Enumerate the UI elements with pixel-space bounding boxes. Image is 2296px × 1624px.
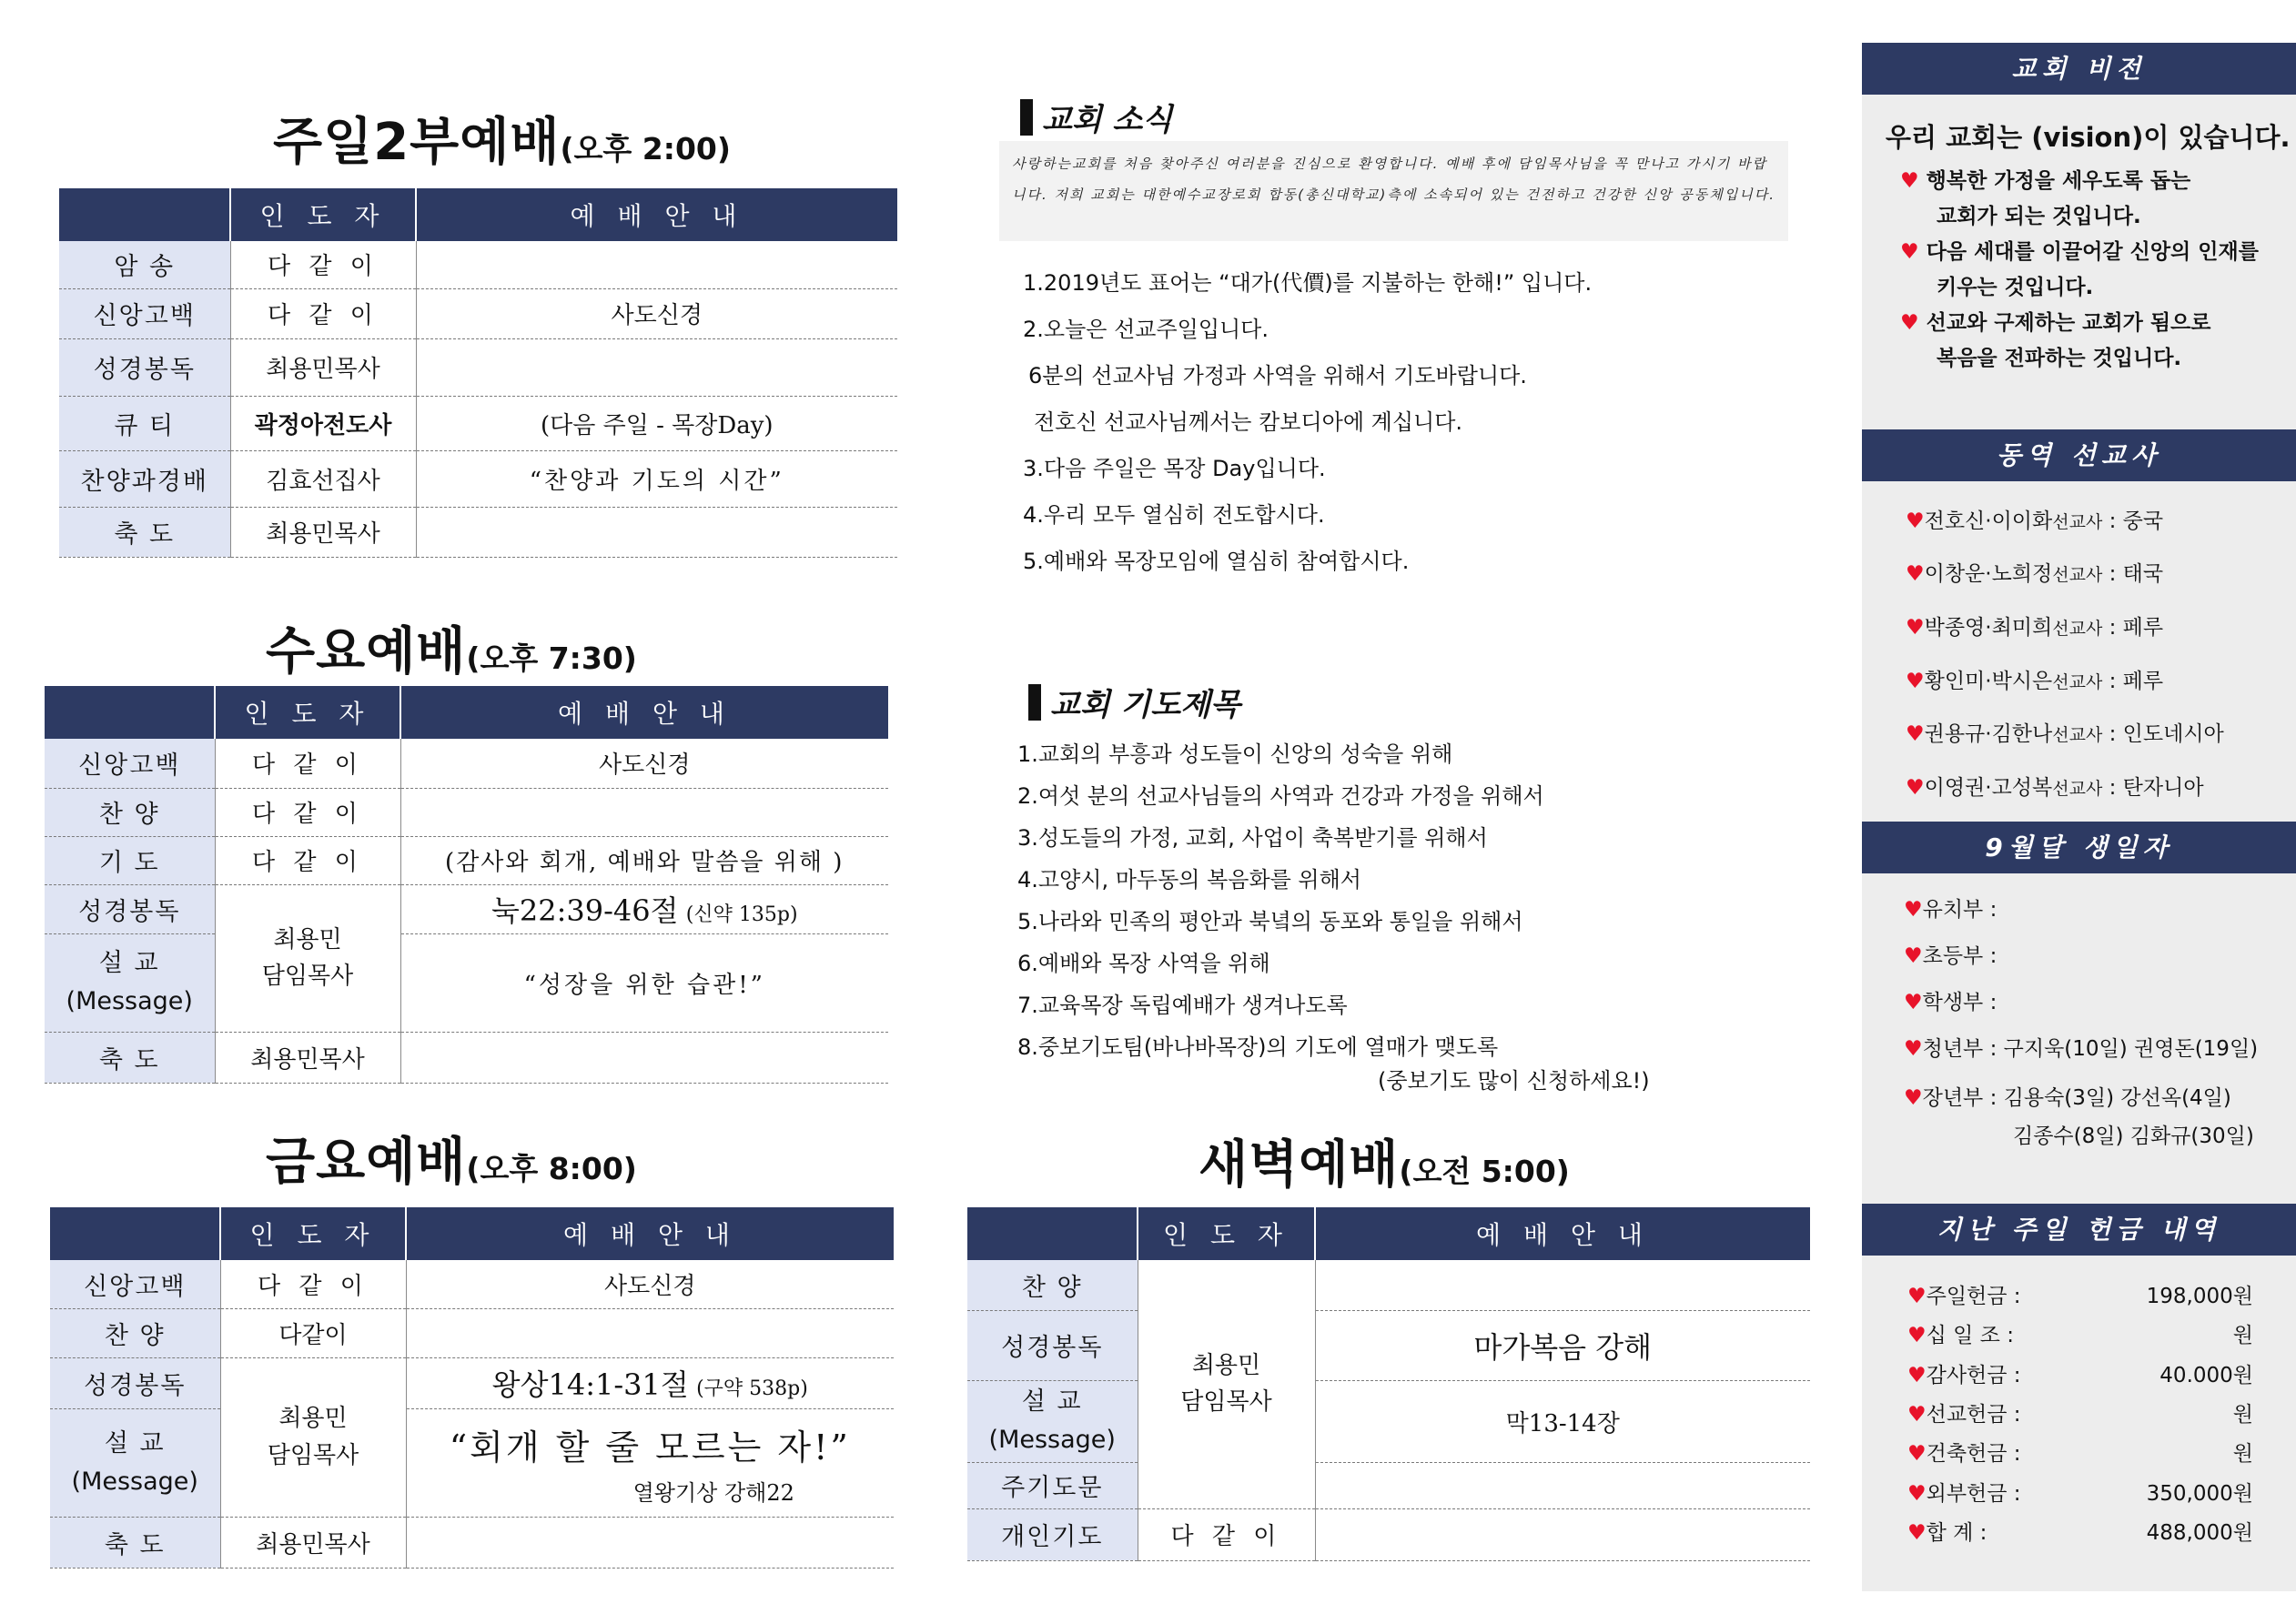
heart-icon: ♥: [1900, 169, 1919, 193]
vision-item: ♥ 다음 세대를 이끌어갈 신앙의 인재를: [1900, 240, 2259, 264]
sermon-label-en: (Message): [66, 987, 193, 1015]
missionary-item: ♥이창운·노희정선교사 : 태국: [1906, 562, 2164, 586]
birthday-item-cont: 김종수(8일) 김화규(30일): [2013, 1125, 2254, 1148]
offering-item: ♥선교헌금 : 원: [1907, 1403, 2253, 1427]
table-row-info: [416, 507, 897, 557]
table-row-leader: 최용민목사: [215, 1032, 400, 1083]
table-row-label: 개인기도: [967, 1508, 1138, 1560]
birthday-item: ♥학생부 :: [1904, 991, 1998, 1014]
table-row-leader: 다 같 이: [215, 836, 400, 884]
table-row-info: [416, 338, 897, 396]
table-row-label: 축 도: [50, 1517, 220, 1568]
table-row-leader: 다 같 이: [230, 241, 416, 288]
dawn-title-text: 새벽예배: [1199, 1135, 1400, 1195]
table-row-info: [1315, 1260, 1810, 1310]
missionary-item: ♥황인미·박시은선교사 : 페루: [1906, 670, 2164, 693]
table-row-label: 성경봉독: [45, 884, 215, 933]
heart-icon: ♥: [1906, 562, 1925, 586]
scripture-page: (구약 538p): [696, 1377, 808, 1400]
list-item: 4.고양시, 마두동의 복음화를 위해서: [1017, 867, 1361, 893]
table-row-leader: 다 같 이: [215, 739, 400, 788]
friday-table: [50, 1207, 894, 1569]
missionary-item: ♥권용규·김한나선교사 : 인도네시아: [1906, 722, 2224, 746]
missionary-item: ♥이영권·고성복선교사 : 탄자니아: [1906, 776, 2204, 800]
table-row-leader: 최용민목사: [230, 507, 416, 557]
birthday-item: ♥유치부 :: [1904, 898, 1998, 922]
scripture-ref: 눅22:39-46절: [491, 893, 679, 928]
wednesday-table: [45, 686, 888, 1084]
wednesday-header-leader: 인 도 자: [215, 686, 400, 739]
list-item: 2.여섯 분의 선교사님들의 사역과 건강과 가정을 위해서: [1017, 783, 1544, 809]
vision-item: ♥ 행복한 가정을 세우도록 돕는: [1900, 169, 2191, 193]
table-row-label: 암 송: [59, 241, 230, 288]
heart-icon: ♥: [1907, 1324, 1927, 1347]
prayer-note: [1378, 1063, 1650, 1094]
heart-icon: ♥: [1906, 776, 1925, 800]
prayer-header-text: 교회 기도제목: [1050, 687, 1240, 723]
offering-item: ♥합 계 : 488,000원: [1907, 1521, 2253, 1545]
list-item: 3.성도들의 가정, 교회, 사업이 축복받기를 위해서: [1017, 825, 1488, 851]
table-row-label: 축 도: [59, 507, 230, 557]
heart-icon: ♥: [1906, 616, 1925, 640]
dawn-header-blank: [967, 1207, 1138, 1260]
table-row-info: (감사와 회개, 예배와 말씀을 위해 ): [400, 836, 888, 884]
sermon-label: 설 교: [104, 1428, 166, 1458]
table-row-label: 성경봉독: [59, 338, 230, 396]
news-list: [1023, 260, 1592, 585]
preacher-name: 최용민: [1191, 1351, 1261, 1379]
birthday-item: ♥청년부 : 구지욱(10일) 권영돈(19일): [1904, 1037, 2259, 1061]
friday-header-blank: [50, 1207, 220, 1260]
sermon-label: 설 교: [98, 949, 160, 978]
missionaries-header: 동역 선교사: [1862, 429, 2296, 481]
welcome-notice: [999, 141, 1788, 241]
sermon-series: 열왕기상 강해22: [632, 1479, 794, 1506]
friday-time: (오후 8:00): [466, 1151, 637, 1186]
table-row-label: 기 도: [45, 836, 215, 884]
list-item: 5.나라와 민족의 평안과 북녘의 동포와 통일을 위해서: [1017, 909, 1523, 934]
heart-icon: ♥: [1907, 1285, 1927, 1308]
sermon-label-en: (Message): [988, 1426, 1116, 1454]
table-row-label: 축 도: [45, 1032, 215, 1083]
scripture-page: (신약 135p): [685, 903, 798, 926]
table-row-label: [45, 933, 215, 1032]
table-row-label: 찬 양: [50, 1308, 220, 1357]
list-item: 1.교회의 부흥과 성도들이 신앙의 성숙을 위해: [1017, 741, 1453, 767]
dawn-time: (오전 5:00): [1399, 1154, 1570, 1189]
heart-icon: ♥: [1907, 1403, 1927, 1427]
table-row-info: [406, 1357, 894, 1408]
sunday2-table: [59, 188, 897, 558]
list-item: 전호신 선교사님께서는 캄보디아에 계십니다.: [1034, 409, 1463, 435]
table-row-info: [400, 1032, 888, 1083]
vision-header: 교회 비전: [1862, 43, 2296, 95]
dawn-header-info: 예 배 안 내: [1315, 1207, 1810, 1260]
wednesday-title: [266, 611, 637, 684]
table-row-info: [1315, 1462, 1810, 1508]
offering-item: ♥십 일 조 : 원: [1907, 1324, 2253, 1347]
wednesday-title-text: 수요예배: [266, 622, 467, 681]
prayer-note-text: (중보기도 많이 신청하세요!): [1378, 1068, 1650, 1094]
table-row-leader: 최용민목사: [230, 338, 416, 396]
list-item: 1.2019년도 표어는 “대가(代價)를 지불하는 한해!” 입니다.: [1023, 270, 1593, 296]
table-row-info: [406, 1517, 894, 1568]
heart-icon: ♥: [1904, 898, 1923, 922]
sunday2-title: [273, 102, 731, 175]
heart-icon: ♥: [1904, 991, 1923, 1014]
friday-title-text: 금요예배: [266, 1133, 467, 1192]
preacher-cell: [220, 1357, 406, 1517]
header-bar-icon: [1028, 684, 1041, 721]
heart-icon: ♥: [1904, 944, 1923, 968]
table-row-leader: 다 같 이: [215, 788, 400, 836]
table-row-leader: 다 같 이: [220, 1260, 406, 1308]
vision-item-cont: 교회가 되는 것입니다.: [1937, 205, 2141, 228]
table-row-info: “찬양과 기도의 시간”: [416, 450, 897, 507]
sidebar: [1862, 43, 2296, 1591]
list-item: 4.우리 모두 열심히 전도합시다.: [1023, 502, 1325, 528]
table-row-leader: 곽정아전도사: [230, 396, 416, 450]
header-bar-icon: [1020, 99, 1033, 136]
sermon-label: 설 교: [1021, 1387, 1083, 1417]
list-item: 5.예배와 목장모임에 열심히 참여합시다.: [1023, 549, 1410, 574]
wednesday-time: (오후 7:30): [466, 641, 637, 676]
sunday2-time: (오후 2:00): [560, 131, 731, 166]
preacher-cell: [1138, 1260, 1315, 1508]
vision-item-cont: 키우는 것입니다.: [1937, 276, 2094, 299]
dawn-title: [1199, 1125, 1570, 1197]
sermon-title: “성장을 위한 습관!”: [400, 933, 888, 1032]
prayer-header: [1028, 680, 1240, 724]
heart-icon: ♥: [1904, 1037, 1923, 1061]
prayer-list: [1017, 733, 1544, 1068]
table-row-label: 주기도문: [967, 1462, 1138, 1508]
table-row-leader: 최용민목사: [220, 1517, 406, 1568]
heart-icon: ♥: [1907, 1364, 1927, 1387]
preacher-title: 담임목사: [1180, 1388, 1272, 1417]
table-row-label: 찬양과경배: [59, 450, 230, 507]
offering-item: ♥외부헌금 : 350,000원: [1907, 1482, 2253, 1506]
heart-icon: ♥: [1907, 1482, 1927, 1506]
preacher-title: 담임목사: [267, 1441, 359, 1469]
scripture-ref: 왕상14:1-31절: [491, 1367, 689, 1402]
table-row-label: [50, 1408, 220, 1517]
table-row-label: 성경봉독: [50, 1357, 220, 1408]
wednesday-header-info: 예 배 안 내: [400, 686, 888, 739]
table-row-info: [400, 884, 888, 933]
vision-item: ♥ 선교와 구제하는 교회가 됨으로: [1900, 311, 2211, 335]
table-row-info: (다음 주일 - 목장Day): [416, 396, 897, 450]
series-title: 마가복음 강해: [1315, 1310, 1810, 1380]
table-row-leader: 김효선집사: [230, 450, 416, 507]
preacher-name: 최용민: [273, 925, 342, 953]
table-row-info: 사도신경: [400, 739, 888, 788]
table-row-info: [1315, 1508, 1810, 1560]
vision-title: 우리 교회는 (vision)이 있습니다.: [1886, 122, 2291, 153]
birthday-item: ♥장년부 : 김용숙(3일) 강선옥(4일): [1904, 1086, 2231, 1110]
sunday2-title-text: 주일2부예배: [273, 113, 561, 172]
preacher-cell: [215, 884, 400, 1032]
table-row-label: 큐 티: [59, 396, 230, 450]
table-row-label: [967, 1380, 1138, 1462]
dawn-header-leader: 인 도 자: [1138, 1207, 1315, 1260]
heart-icon: ♥: [1900, 311, 1919, 335]
list-item: 7.교육목장 독립예배가 생겨나도록: [1017, 993, 1348, 1018]
table-row-label: 신앙고백: [45, 739, 215, 788]
friday-title: [266, 1122, 637, 1195]
birthdays-header: 9월달 생일자: [1862, 822, 2296, 873]
offering-item: ♥감사헌금 : 40.000원: [1907, 1364, 2253, 1387]
birthday-item: ♥초등부 :: [1904, 944, 1998, 968]
missionary-item: ♥전호신·이이화선교사 : 중국: [1906, 509, 2164, 533]
friday-header-leader: 인 도 자: [220, 1207, 406, 1260]
table-row-leader: 다같이: [220, 1308, 406, 1357]
table-row-leader: 다 같 이: [230, 288, 416, 338]
sermon-title: “회개 할 줄 모르는 자!”: [449, 1427, 851, 1468]
offering-header: 지난 주일 헌금 내역: [1862, 1204, 2296, 1256]
news-header-text: 교회 소식: [1042, 102, 1173, 138]
sermon-cell: [406, 1408, 894, 1517]
table-row-label: 찬 양: [967, 1260, 1138, 1310]
sunday2-header-leader: 인 도 자: [230, 188, 416, 241]
vision-item-cont: 복음을 전파하는 것입니다.: [1937, 347, 2182, 370]
table-row-label: 신앙고백: [50, 1260, 220, 1308]
wednesday-header-blank: [45, 686, 215, 739]
heart-icon: ♥: [1907, 1442, 1927, 1466]
dawn-table: [967, 1207, 1810, 1561]
sermon-label-en: (Message): [71, 1467, 198, 1496]
news-header: [1020, 95, 1172, 139]
list-item: 6.예배와 목장 사역을 위해: [1017, 951, 1270, 976]
friday-header-info: 예 배 안 내: [406, 1207, 894, 1260]
heart-icon: ♥: [1906, 722, 1925, 746]
table-row-info: [406, 1308, 894, 1357]
heart-icon: ♥: [1906, 509, 1925, 533]
sunday2-header-blank: [59, 188, 230, 241]
list-item: 8.중보기도팀(바나바목장)의 기도에 열매가 맺도록: [1017, 1034, 1499, 1060]
missionary-item: ♥박종영·최미희선교사 : 페루: [1906, 616, 2164, 640]
passage: 막13-14장: [1315, 1380, 1810, 1462]
list-item: 3.다음 주일은 목장 Day입니다.: [1023, 456, 1326, 481]
table-row-info: [400, 788, 888, 836]
table-row-label: 찬 양: [45, 788, 215, 836]
list-item: 6분의 선교사님 가정과 사역을 위해서 기도바랍니다.: [1028, 363, 1527, 388]
table-row-info: [416, 241, 897, 288]
table-row-label: 성경봉독: [967, 1310, 1138, 1380]
list-item: 2.오늘은 선교주일입니다.: [1023, 317, 1269, 342]
vision-block: [1862, 117, 2296, 377]
welcome-text: 사랑하는교회를 처음 찾아주신 여러분을 진심으로 환영합니다. 예배 후에 담임목사님을 꼭 만나고 가시기 바랍니다. 저희 교회는 대한예수교장로회 합동(총신대학교)측에 소속되어 있는 건전하고 건강한 신앙 공동체입니다.: [1012, 156, 1775, 203]
table-row-info: 사도신경: [406, 1260, 894, 1308]
sunday2-header-info: 예 배 안 내: [416, 188, 897, 241]
table-row-info: 사도신경: [416, 288, 897, 338]
preacher-title: 담임목사: [261, 963, 354, 990]
heart-icon: ♥: [1904, 1086, 1923, 1110]
offering-item: ♥주일헌금 : 198,000원: [1907, 1285, 2253, 1308]
preacher-name: 최용민: [278, 1405, 348, 1433]
offering-item: ♥건축헌금 : 원: [1907, 1442, 2253, 1466]
heart-icon: ♥: [1906, 670, 1925, 693]
table-row-leader: 다 같 이: [1138, 1508, 1315, 1560]
heart-icon: ♥: [1900, 240, 1919, 264]
heart-icon: ♥: [1907, 1521, 1927, 1545]
table-row-label: 신앙고백: [59, 288, 230, 338]
